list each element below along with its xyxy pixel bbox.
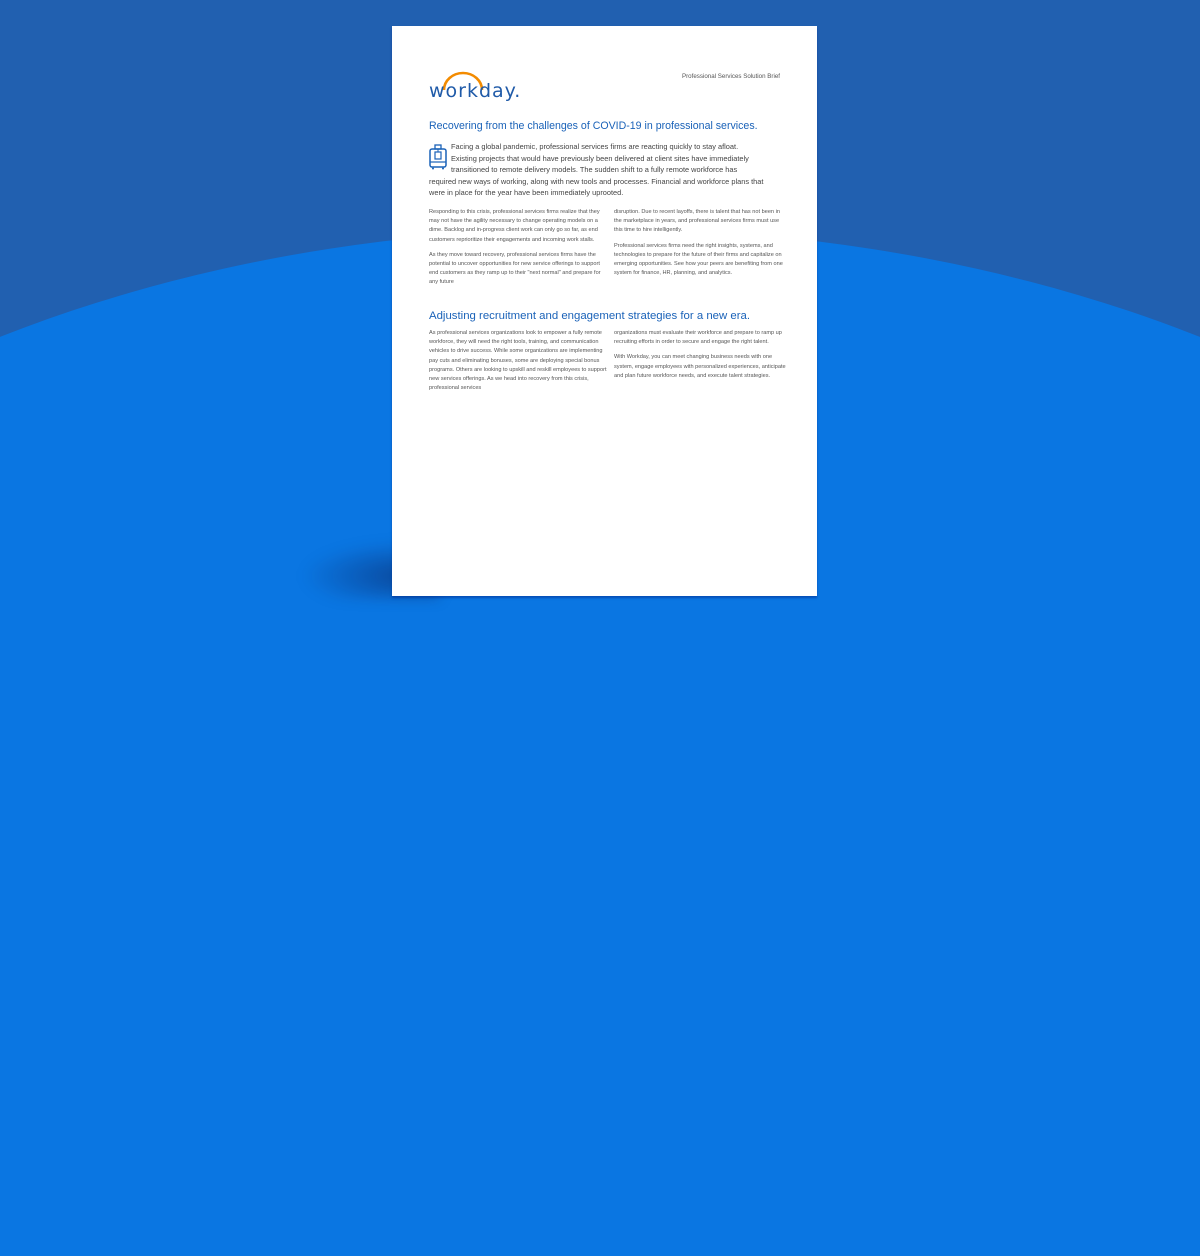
header-label: Professional Services Solution Brief xyxy=(681,73,780,80)
body-paragraph: With Workday, you can meet changing business needs with one system, engage employees with personalized experiences, anticipate and plan future workforce needs, and execute talent strategies. xyxy=(614,354,786,379)
intro-paragraph xyxy=(429,141,784,199)
intro-line: were in place for the year have been immediately uprooted. xyxy=(429,188,624,198)
section2-title: Adjusting recruitment and engagement strategies for a new era. xyxy=(429,310,751,322)
section1-left-column xyxy=(429,208,609,294)
section1-title: Recovering from the challenges of COVID-19 in professional services. xyxy=(429,120,758,132)
body-paragraph: disruption. Due to recent layoffs, there is talent that has not been in the marketplace in years, and professional services firms must use this time to hire intelligently. xyxy=(614,209,780,234)
logo-text: workday. xyxy=(429,80,522,102)
intro-line: transitioned to remote delivery models. The sudden shift to a fully remote workforce has xyxy=(451,165,738,175)
workday-logo xyxy=(429,70,522,102)
body-paragraph: As they move toward recovery, professional services firms have the potential to uncover opportunities for new service offerings to support end customers as they ramp up to their "next normal" and prepare for any future xyxy=(429,251,601,286)
section1-right-column xyxy=(614,208,786,284)
body-paragraph: Professional services firms need the right insights, systems, and technologies to prepare for the future of their firms and capitalize on emerging opportunities. See how your peers are benefiting from one system for finance, HR, planning, and analytics. xyxy=(614,242,783,277)
intro-line: Facing a global pandemic, professional services firms are reacting quickly to stay afloat. xyxy=(451,142,739,151)
body-paragraph: Responding to this crisis, professional services firms realize that they may not have the agility necessary to change operating models on a dime. Backlog and in-progress client work can only go so far, as end customers reprioritize their engagements and incoming work stalls. xyxy=(429,209,600,243)
section2-left-column xyxy=(429,329,609,399)
body-paragraph: organizations must evaluate their workforce and prepare to ramp up recruiting efforts in order to secure and engage the right talent. xyxy=(614,330,782,346)
section2-right-column xyxy=(614,329,786,387)
body-paragraph: As professional services organizations look to empower a fully remote workforce, they will need the right tools, training, and communication vehicles to drive success. While some organizations are implementing pay cuts and eliminating bonuses, some are deploying special bonus programs. Others are looking to upskill and reskill employees to support new services offerings. As we head into recovery from this crisis, professional services xyxy=(429,330,607,392)
intro-line: required new ways of working, along with new tools and processes. Financial and workforce plans that xyxy=(429,176,764,186)
document-page xyxy=(392,26,817,596)
intro-line: Existing projects that would have previously been delivered at client sites have immediately xyxy=(451,153,749,163)
